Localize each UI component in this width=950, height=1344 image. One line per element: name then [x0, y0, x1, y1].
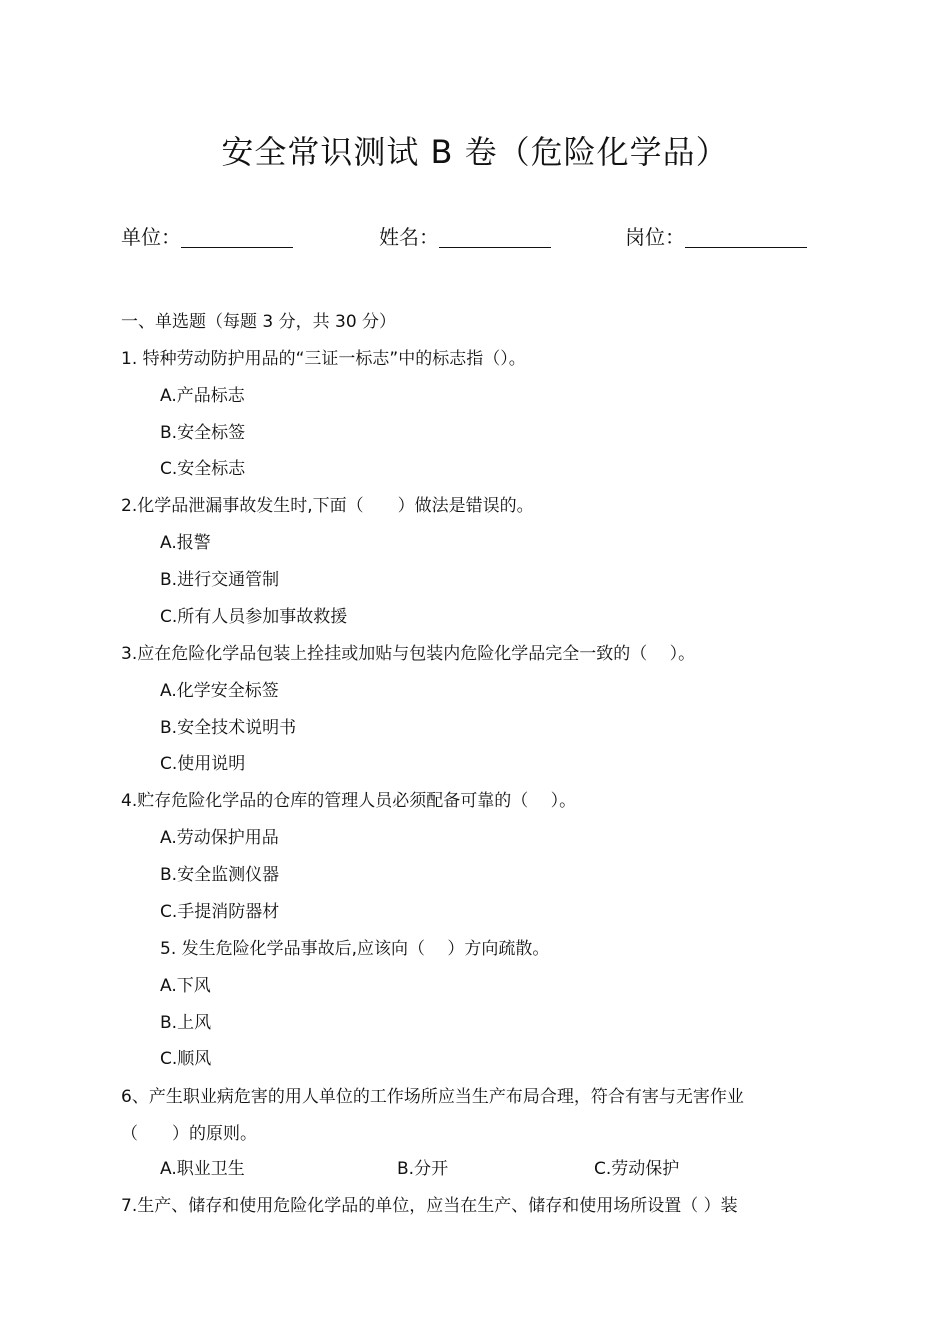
section-heading: 一、单选题（每题 3 分，共 30 分）: [121, 312, 397, 332]
question-text: 4.贮存危险化学品的仓库的管理人员必须配备可靠的（ ）。: [121, 791, 577, 811]
option-item: B.安全监测仪器: [160, 865, 280, 885]
question-text: 2.化学品泄漏事故发生时,下面（ ）做法是错误的。: [121, 496, 534, 516]
unit-blank[interactable]: [181, 223, 293, 248]
option-item: B.上风: [160, 1013, 212, 1033]
option-item: B.分开: [397, 1159, 449, 1179]
option-item: C.使用说明: [160, 754, 246, 774]
post-blank[interactable]: [685, 223, 807, 248]
option-item: C.安全标志: [160, 459, 246, 479]
option-item: A.劳动保护用品: [160, 828, 279, 848]
page-title: 安全常识测试 B 卷（危险化学品）: [221, 133, 729, 171]
question-text: 1. 特种劳动防护用品的“三证一标志”中的标志指（）。: [121, 349, 526, 369]
option-item: B.安全标签: [160, 423, 246, 443]
question-text: 6、产生职业病危害的用人单位的工作场所应当生产布局合理，符合有害与无害作业: [121, 1087, 744, 1107]
question-text: 3.应在危险化学品包装上拴挂或加贴与包装内危险化学品完全一致的（ ）。: [121, 644, 696, 664]
option-item: C.劳动保护: [594, 1159, 680, 1179]
name-blank[interactable]: [439, 223, 551, 248]
unit-field: [121, 222, 293, 252]
name-label: 姓名：: [379, 225, 439, 249]
option-item: B.进行交通管制: [160, 570, 280, 590]
option-item: B.安全技术说明书: [160, 718, 297, 738]
post-label: 岗位：: [625, 225, 685, 249]
option-item: A.产品标志: [160, 386, 245, 406]
option-item: A.下风: [160, 976, 211, 996]
question-text: 7.生产、储存和使用危险化学品的单位，应当在生产、储存和使用场所设置（ ）装: [121, 1196, 738, 1216]
name-field: [379, 222, 551, 252]
option-item: C.手提消防器材: [160, 902, 280, 922]
question-text-continued: （ ）的原则。: [121, 1124, 257, 1144]
option-item: A.报警: [160, 533, 211, 553]
unit-label: 单位：: [121, 225, 181, 249]
option-item: A.化学安全标签: [160, 681, 279, 701]
option-item: C.所有人员参加事故救援: [160, 607, 348, 627]
post-field: [625, 222, 807, 252]
option-item: C.顺风: [160, 1049, 212, 1069]
question-text: 5. 发生危险化学品事故后,应该向（ ）方向疏散。: [160, 939, 550, 959]
option-item: A.职业卫生: [160, 1159, 245, 1179]
